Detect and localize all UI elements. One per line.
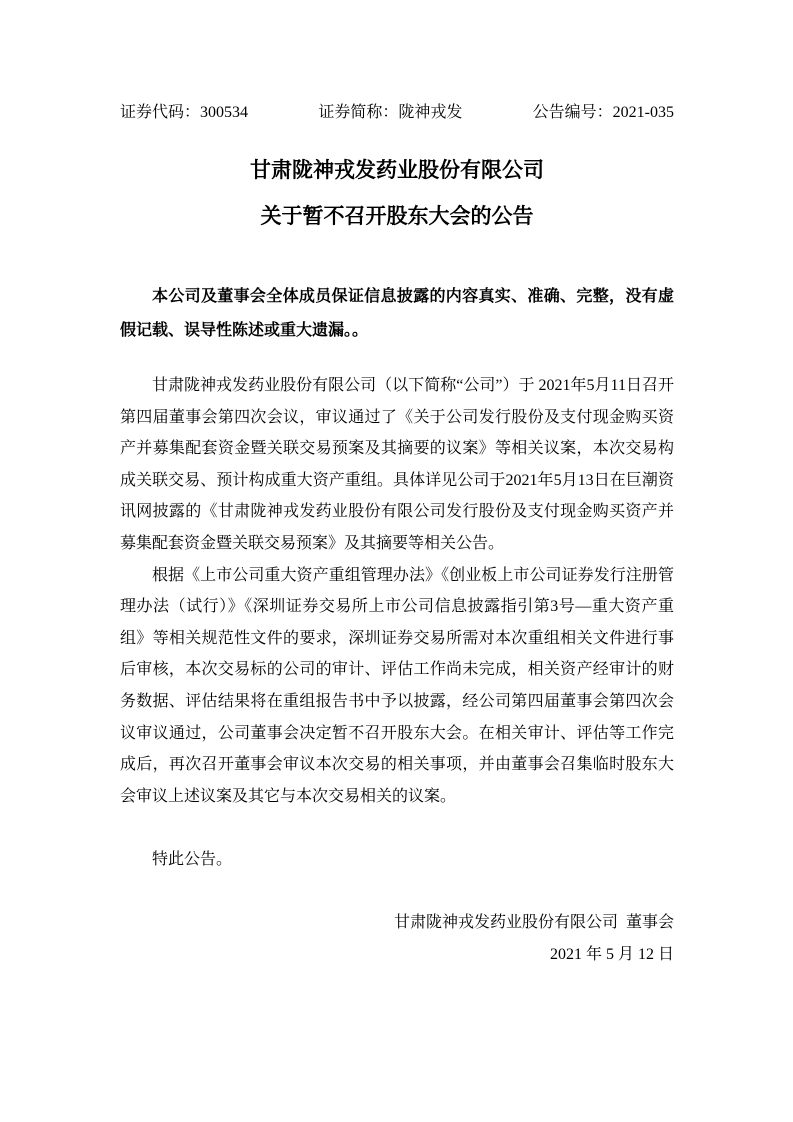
stock-code-label: 证券代码：300534 [120, 104, 249, 121]
signature-board: 甘肃陇神戎发药业股份有限公司 董事会 [393, 914, 674, 932]
signature-date: 2021 年 5 月 12 日 [549, 945, 674, 963]
announcement-title: 关于暂不召开股东大会的公告 [260, 205, 534, 228]
body-paragraph-2: 根据《上市公司重大资产重组管理办法》《创业板上市公司证券发行注册管理办法（试行）》《深圳证券交易所上市公司信息披露指引第3号—重大资产重组》等相关规范性文件的要求，深圳证券交易所需对本次重组相关文件进行事后审核，本次交易标的公司的审计、评估工作尚未完成，相关资产经审计的财务数据、评估结果将在重组报告书中予以披露，经公司第四届董事会第四次会议审议通过，公司董事会决定暂不召开股东大会。在相关审计、评估等工作完成后，再次召开董事会审议本次交易的相关事项，并由董事会召集临时股东大会审议上述议案及其它与本次交易相关的议案。 [120, 566, 674, 805]
announcement-number-label: 公告编号：2021-035 [532, 104, 674, 121]
board-disclaimer-text: 本公司及董事会全体成员保证信息披露的内容真实、准确、完整，没有虚假记载、误导性陈述或重大遗漏。。 [120, 288, 674, 339]
stock-name-label: 证券简称：陇神戎发 [318, 104, 463, 121]
doc-header [120, 104, 674, 121]
company-name-title: 甘肃陇神戎发药业股份有限公司 [250, 159, 544, 182]
body-paragraph-1: 甘肃陇神戎发药业股份有限公司（以下简称“公司”）于 2021年5月11日召开第四届董事会第四次会议，审议通过了《关于公司发行股份及支付现金购买资产并募集配套资金暨关联交易预案及其摘要的议案》等相关议案，本次交易构成关联交易、预计构成重大资产重组。具体详见公司于2021年5月13日在巨潮资讯网披露的《甘肃陇神戎发药业股份有限公司发行股份及支付现金购买资产并募集配套资金暨关联交易预案》及其摘要等相关公告。 [120, 377, 674, 552]
closing-statement: 特此公告。 [152, 850, 233, 868]
